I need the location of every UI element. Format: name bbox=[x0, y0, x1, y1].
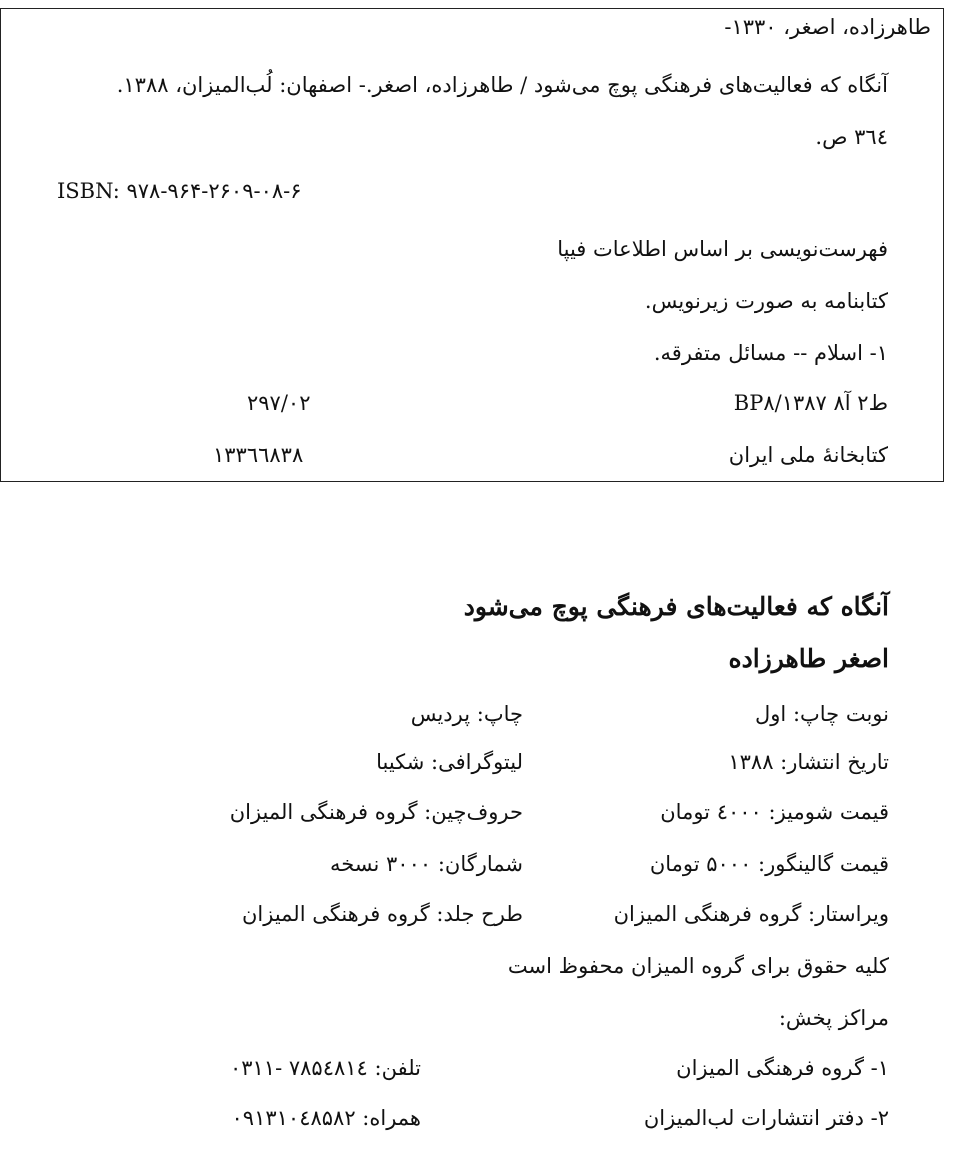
colophon-distribution-label: مراکز پخش: bbox=[778, 1006, 889, 1030]
cip-title-statement: آنگاه که فعالیت‌های فرهنگی پوچ می‌شود / طاهرزاده، اصغر.- اصفهان: لُب‌المیزان، ۱۳۸۸. bbox=[116, 73, 888, 97]
cip-note-bibliography: کتابنامه به صورت زیرنویس. bbox=[644, 289, 888, 313]
colophon-edition: نوبت چاپ: اول bbox=[755, 702, 889, 726]
book-title: آنگاه که فعالیت‌های فرهنگی پوچ می‌شود bbox=[463, 592, 889, 621]
cip-library-label: کتابخانهٔ ملی ایران bbox=[728, 443, 888, 467]
cip-subject: ۱- اسلام -- مسائل متفرقه. bbox=[653, 341, 888, 365]
colophon-price-hard: قیمت گالینگور: ۵۰۰۰ تومان bbox=[649, 852, 889, 876]
colophon-center-2-phone: همراه: ۰۹۱۳۱۰٤۸۵۸۲ bbox=[231, 1106, 421, 1130]
colophon-center-1: ۱- گروه فرهنگی المیزان bbox=[676, 1056, 889, 1080]
colophon-cover-design: طرح جلد: گروه فرهنگی المیزان bbox=[241, 902, 523, 926]
colophon-printer: چاپ: پردیس bbox=[410, 702, 523, 726]
colophon-lithography: لیتوگرافی: شکیبا bbox=[376, 750, 523, 774]
cip-note-fipa: فهرست‌نویسی بر اساس اطلاعات فیپا bbox=[557, 237, 888, 261]
colophon-price-soft: قیمت شومیز: ٤۰۰۰ تومان bbox=[660, 800, 889, 824]
colophon-typesetting: حروف‌چین: گروه فرهنگی المیزان bbox=[229, 800, 523, 824]
colophon-center-1-phone: تلفن: ۷۸۵٤۸۱٤ -۰۳۱۱ bbox=[229, 1056, 421, 1080]
cip-lc-class: BP۸/ط۲ آ۸ ۱۳۸۷ bbox=[733, 391, 888, 415]
colophon-editor: ویراستار: گروه فرهنگی المیزان bbox=[613, 902, 889, 926]
colophon-center-2: ۲- دفتر انتشارات لب‌المیزان bbox=[643, 1106, 889, 1130]
cip-isbn: ISBN: ۹۷۸-۹۶۴-۲۶۰۹-۰۸-۶ bbox=[57, 179, 302, 203]
book-author: اصغر طاهرزاده bbox=[728, 644, 889, 673]
cip-pages: ۳٦٤ ص. bbox=[815, 125, 888, 149]
colophon-print-run: شمارگان: ۳۰۰۰ نسخه bbox=[329, 852, 523, 876]
cip-dewey: ۲۹۷/۰۲ bbox=[247, 391, 311, 415]
cip-catalog-box bbox=[0, 8, 944, 482]
colophon-date: تاریخ انتشار: ۱۳۸۸ bbox=[728, 750, 889, 774]
cip-library-number: ۱۳۳٦٦۸۳۸ bbox=[213, 443, 304, 467]
colophon-rights: کلیه حقوق برای گروه المیزان محفوظ است bbox=[507, 954, 889, 978]
cip-author: طاهرزاده، اصغر، ۱۳۳۰- bbox=[724, 15, 931, 39]
